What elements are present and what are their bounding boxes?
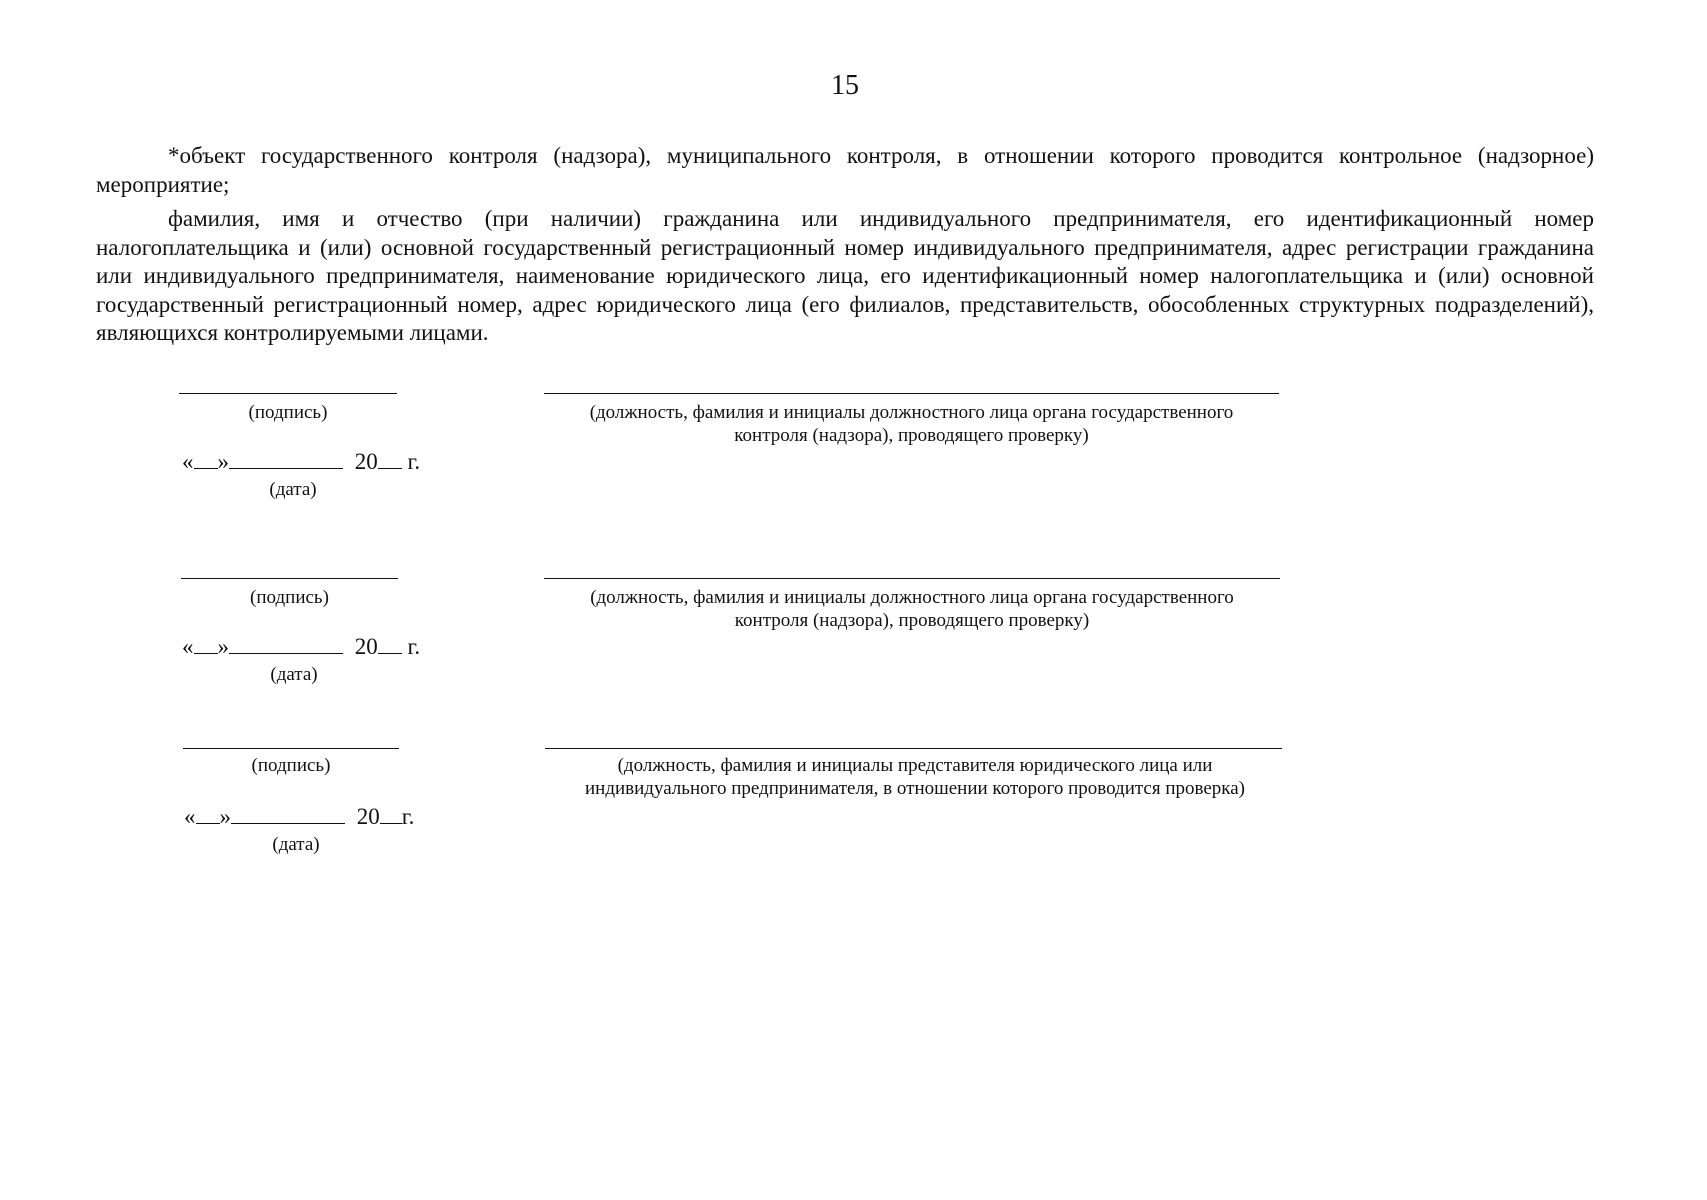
date-field [182,634,420,660]
year-prefix: 20 [354,449,378,474]
day-blank [194,652,218,654]
year-prefix: 20 [354,634,378,659]
day-blank [194,467,218,469]
signature-caption: (подпись) [248,402,328,423]
official-name-caption-line-1: (должность, фамилия и инициалы должностного лица органа государственного [589,402,1234,423]
date-open-quote: « [182,449,194,474]
representative-name-caption-line-1: (должность, фамилия и инициалы представителя юридического лица или [617,755,1213,776]
paragraph-footnote-object: *объект государственного контроля (надзора), муниципального контроля, в отношении которого проводится контрольное (надзорное) мероприятие; [96,143,1594,197]
month-blank [231,822,345,824]
official-name-line [544,578,1280,579]
date-close-quote: » [219,804,231,829]
signature-caption: (подпись) [251,755,331,776]
signature-block-3 [0,740,1707,910]
official-name-caption [520,586,1304,632]
month-blank [229,652,343,654]
year-blank [380,822,402,824]
page-number: 15 [831,70,859,101]
body-text [96,142,1594,348]
date-caption: (дата) [270,664,318,685]
representative-name-caption-line-2: индивидуального предпринимателя, в отношении которого проводится проверка) [584,778,1245,799]
date-field [182,449,420,475]
official-name-caption [520,401,1303,447]
date-caption: (дата) [272,834,320,855]
date-open-quote: « [182,634,194,659]
signature-caption: (подпись) [250,587,329,608]
paragraph-controlled-persons: фамилия, имя и отчество (при наличии) гражданина или индивидуального предпринимателя, его идентификационный номер налогоплательщика и (или) основной государственный регистрационный номер индивидуального предпринимателя, адрес регистрации гражданина или индивидуального предпринимателя, наименование юридического лица, его идентификационный номер налогоплательщика и (или) основной государственный регистрационный номер, адрес юридического лица (его филиалов, представительств, обособленных структурных подразделений), являющихся контролируемыми лицами. [96,206,1594,345]
year-blank [378,467,402,469]
month-blank [229,467,343,469]
signature-line [179,393,397,394]
official-name-caption-line-2: контроля (надзора), проводящего проверку) [734,425,1089,446]
representative-name-caption [500,754,1330,800]
signature-block-1 [0,385,1707,555]
official-name-caption-line-1: (должность, фамилия и инициалы должностного лица органа государственного [590,587,1234,608]
representative-name-line [545,748,1282,749]
signature-line [183,748,399,749]
year-suffix: г. [407,449,421,474]
signature-block-2 [0,570,1707,740]
date-close-quote: » [217,634,229,659]
year-suffix: г. [407,634,421,659]
date-field [184,804,414,830]
date-close-quote: » [217,449,229,474]
year-prefix: 20 [356,804,380,829]
official-name-caption-line-2: контроля (надзора), проводящего проверку) [734,610,1090,631]
official-name-line [544,393,1279,394]
date-open-quote: « [184,804,196,829]
year-suffix: г. [401,804,415,829]
year-blank [378,652,402,654]
date-caption: (дата) [269,479,317,500]
signature-line [181,578,398,579]
day-blank [196,822,220,824]
